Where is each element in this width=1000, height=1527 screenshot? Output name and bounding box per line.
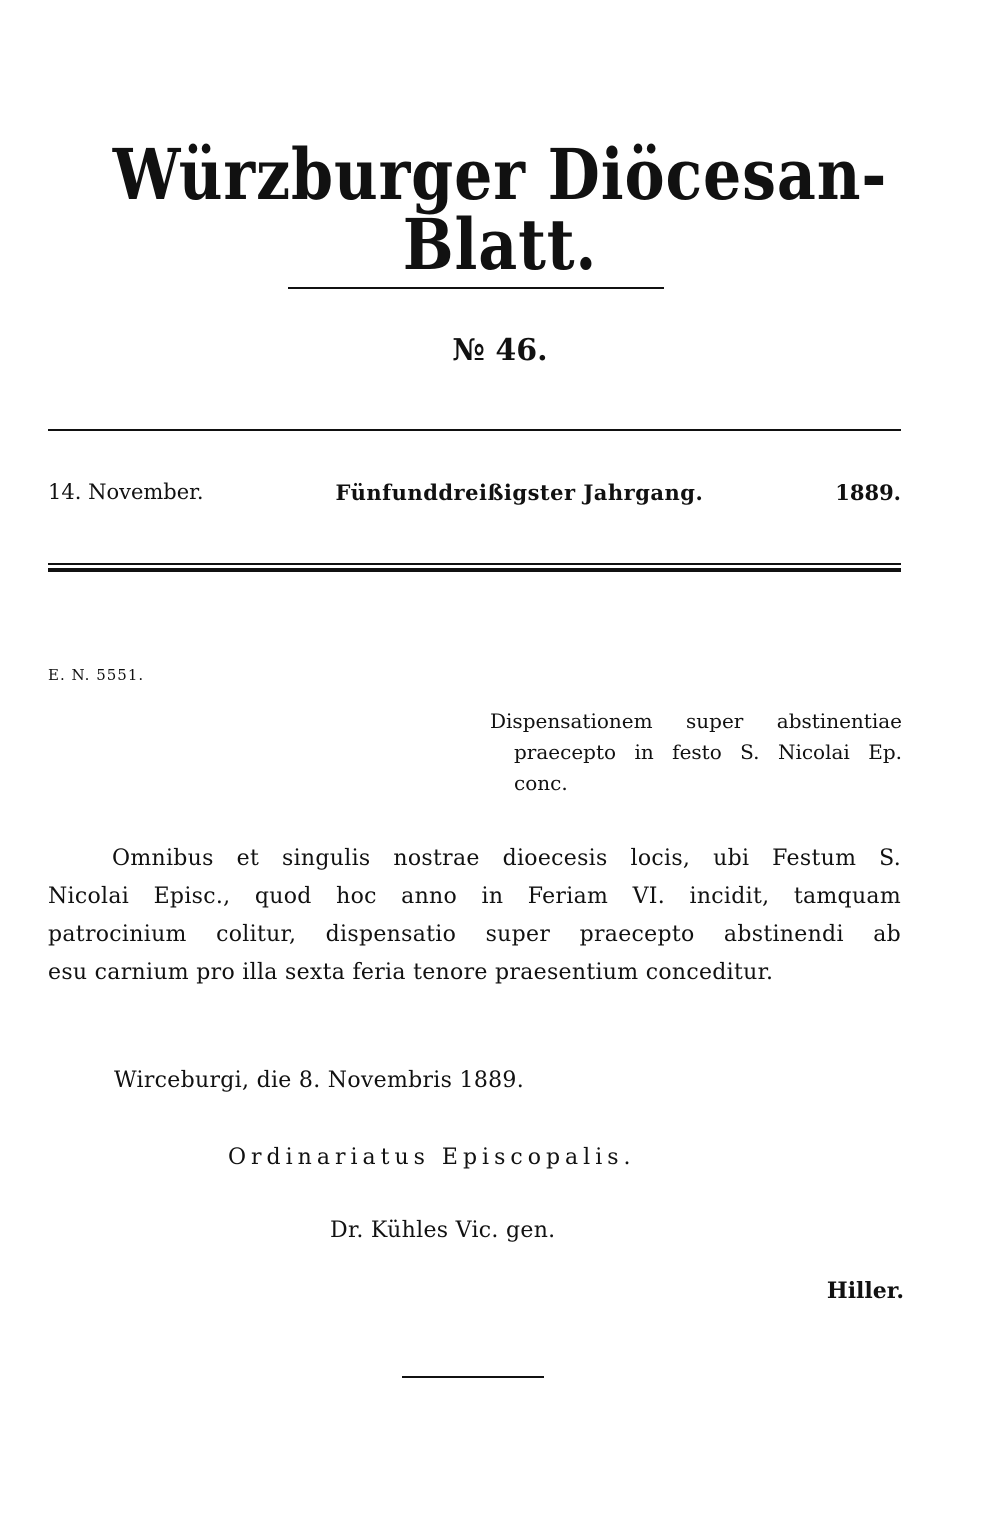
- subject-line: Dispensationem super abstinentiae: [490, 709, 902, 733]
- subject-line: conc.: [514, 771, 568, 795]
- issue-date: 14. November.: [48, 480, 204, 504]
- closing-rule: [402, 1376, 544, 1378]
- header-rule: [48, 429, 901, 431]
- masthead-title: Würzburger Diöcesan-Blatt.: [112, 133, 888, 286]
- body-line: Nicolai Episc., quod hoc anno in Feriam VI. incidit, tamquam: [48, 884, 901, 909]
- issue-number: № 46.: [452, 333, 548, 368]
- subject-line: praecepto in festo S. Nicolai Ep.: [514, 740, 902, 764]
- body-line: esu carnium pro illa sexta feria tenore praesentium conceditur.: [48, 960, 774, 985]
- volume-label: Fünfunddreißigster Jahrgang.: [335, 480, 704, 505]
- notice-subject: [490, 706, 902, 799]
- notice-body: [48, 840, 901, 992]
- body-line: Omnibus et singulis nostrae dioecesis locis, ubi Festum S.: [112, 846, 901, 871]
- title-divider: [288, 287, 664, 289]
- dateline: [48, 482, 901, 503]
- dateline-rule-thin: [48, 563, 901, 565]
- issue-year: 1889.: [835, 480, 901, 505]
- place-date: Wirceburgi, die 8. Novembris 1889.: [114, 1068, 525, 1093]
- reference-number: E. N. 5551.: [48, 666, 145, 684]
- dateline-rule-thick: [48, 568, 901, 572]
- secretary-signature: Hiller.: [826, 1278, 904, 1304]
- issuer: Ordinariatus Episcopalis.: [228, 1145, 636, 1170]
- body-line: patrocinium colitur, dispensatio super praecepto abstinendi ab: [48, 922, 901, 947]
- signature: Dr. Kühles Vic. gen.: [330, 1218, 556, 1243]
